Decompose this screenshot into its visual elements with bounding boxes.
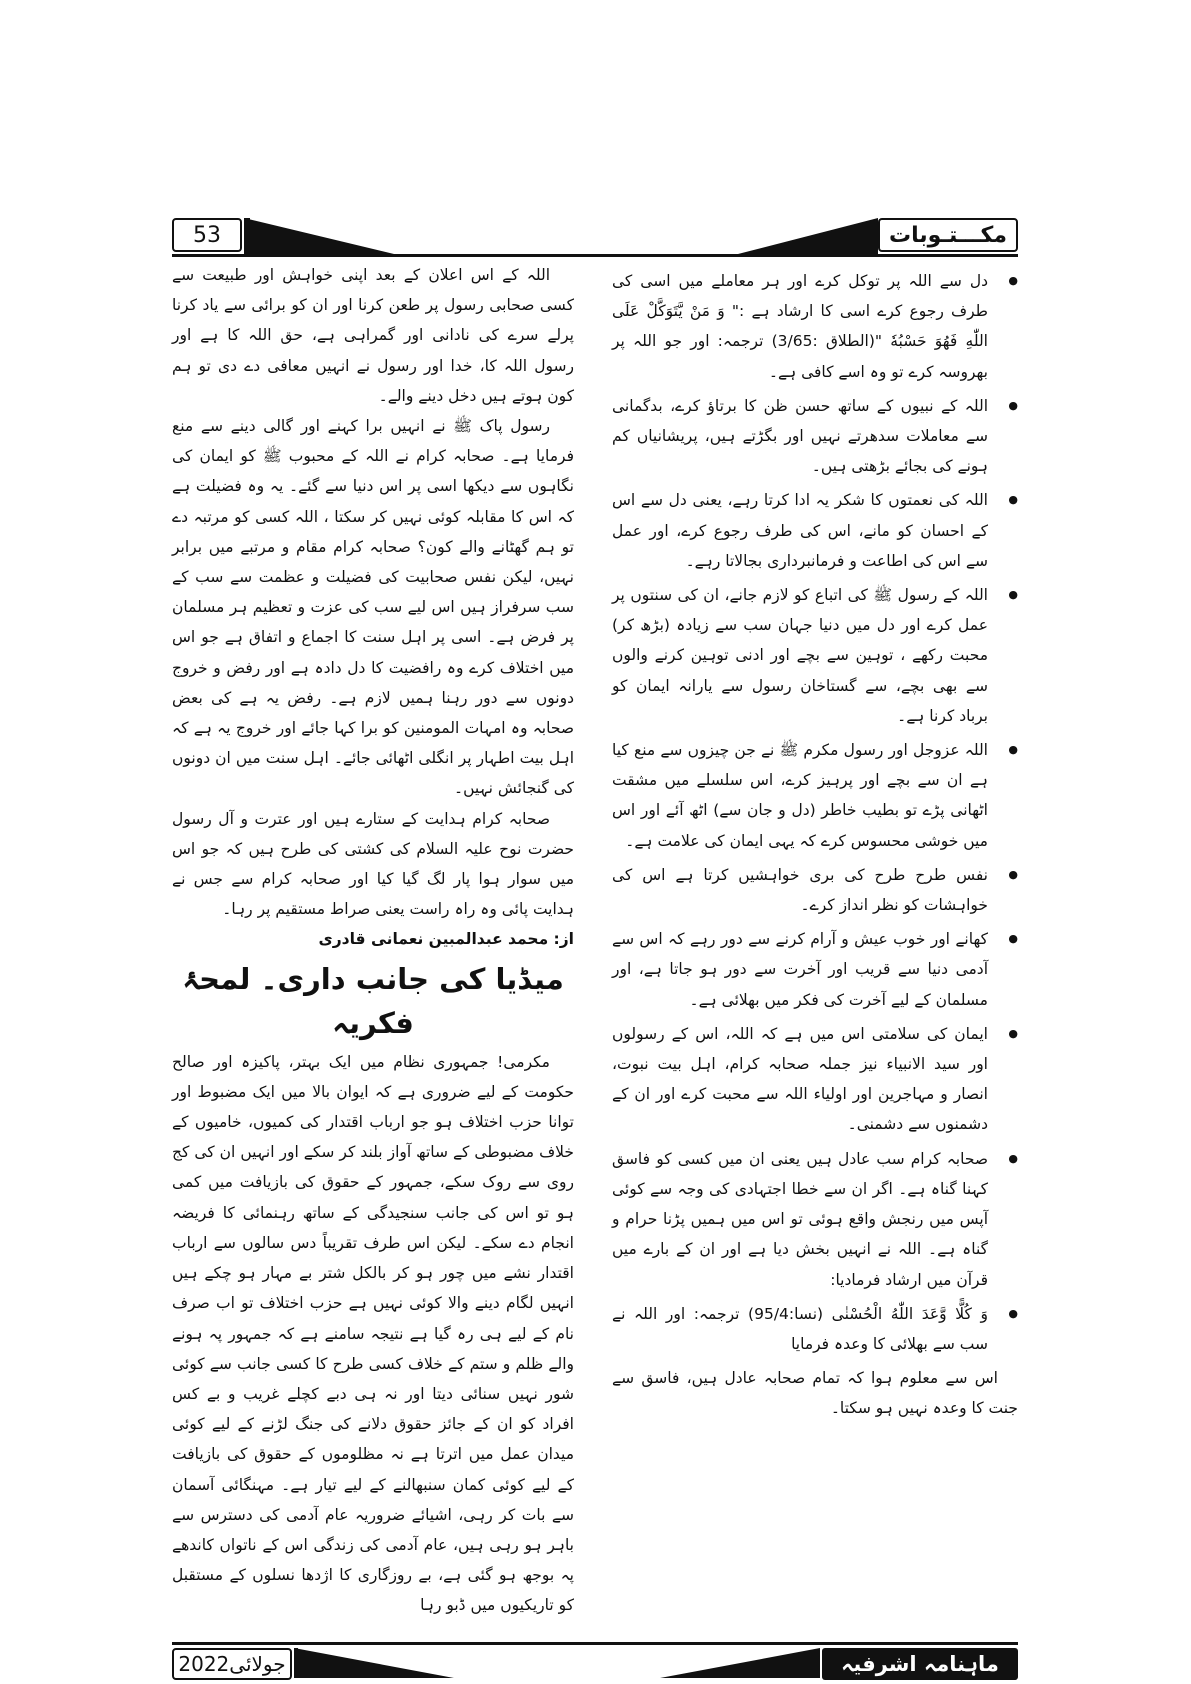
footer-left-wedge	[294, 1648, 454, 1678]
footer-rule	[172, 1642, 1018, 1645]
section-title: مکـــتـوبات	[878, 218, 1018, 252]
paragraph: صحابہ کرام ہدایت کے ستارے ہیں اور عترت و آل رسول حضرت نوح علیہ السلام کی کشتی کی طرح ہیں کہ جو اس میں سوار ہوا پار لگ گیا کیا اور صحابہ کرام سے جس نے ہدایت پائی وہ راہ راست یعنی صراط مستقیم پر رہا۔	[172, 809, 574, 919]
author-line: از: محمد عبدالمبین نعمانی قادری	[318, 930, 574, 949]
bullet-list	[612, 266, 1018, 1359]
bullet-item: ● نفس طرح طرح کی بری خواہشیں کرتا ہے اس کی خواہشات کو نظر انداز کرے۔	[612, 860, 1018, 920]
date-box: جولائی2022	[172, 1648, 292, 1680]
bullet-item: ● وَ كُلًّا وَّعَدَ اللّٰهُ الْحُسْنٰى (نسا:95/4) ترجمہ: اور اللہ نے سب سے بھلائی کا وعدہ فرمایا	[612, 1299, 1018, 1359]
author-row	[172, 924, 574, 954]
bullet-item: ● دل سے اللہ پر توکل کرے اور ہر معاملے میں اسی کی طرف رجوع کرے اسی کا ارشاد ہے :" وَ مَنْ يَّتَوَكَّلْ عَلَى اللّٰهِ فَهُوَ حَسْبُهٗ "(الطلاق :3/65) ترجمہ: اور جو اللہ پر بھروسہ کرے تو وہ اسے کافی ہے۔	[612, 266, 1018, 387]
right-column	[612, 266, 1018, 1424]
bullet-item: ● اللہ کی نعمتوں کا شکر یہ ادا کرتا رہے، یعنی دل سے اس کے احسان کو مانے، اس کی طرف رجوع کرے، اور عمل سے اس کی اطاعت و فرمانبرداری بجالاتا رہے۔	[612, 485, 1018, 576]
bullet-item: ● ایمان کی سلامتی اس میں ہے کہ اللہ، اس کے رسولوں اور سید الانبیاء نیز جملہ صحابہ کرام، اہل بیت نبوت، انصار و مہاجرین اور اولیاء اللہ سے محبت کرے اور ان کے دشمنوں سے دشمنی۔	[612, 1019, 1018, 1140]
header-rule	[172, 254, 1018, 257]
article-heading: میڈیا کی جانب داری۔ لمحۂ فکریہ	[182, 961, 564, 1040]
bullet-item: ● صحابہ کرام سب عادل ہیں یعنی ان میں کسی کو فاسق کہنا گناہ ہے۔ اگر ان سے خطا اجتہادی کی وجہ سے کوئی آپس میں رنجش واقع ہوئی تو اس میں ہمیں پڑنا حرام و گناہ ہے۔ اللہ نے انہیں بخش دیا ہے اور ان کے بارے میں قرآن میں ارشاد فرمادیا:	[612, 1144, 1018, 1295]
bullet-item: ● اللہ کے نبیوں کے ساتھ حسن ظن کا برتاؤ کرے، بدگمانی سے معاملات سدھرتے نہیں اور بگڑتے ہیں، پریشانیاں کم ہونے کی بجائے بڑھتی ہیں۔	[612, 391, 1018, 482]
bullet-item: ● اللہ عزوجل اور رسول مکرم ﷺ نے جن چیزوں سے منع کیا ہے ان سے بچے اور پرہیز کرے، اس سلسلے میں مشقت اٹھانی پڑے تو بطیب خاطر (دل و جان سے) اٹھ آئے اور اس میں خوشی محسوس کرے کہ یہی ایمان کی علامت ہے۔	[612, 735, 1018, 856]
closing-paragraph: اس سے معلوم ہوا کہ تمام صحابہ عادل ہیں، فاسق سے جنت کا وعدہ نہیں ہو سکتا۔	[612, 1369, 1018, 1418]
bullet-item: ● اللہ کے رسول ﷺ کی اتباع کو لازم جانے، ان کی سنتوں پر عمل کرے اور دل میں دنیا جہان سب سے زیادہ (بڑھ کر) محبت رکھے ، توہین سے بچے اور ادنی توہین کرنے والوں سے بھی بچے، سے گستاخان رسول سے یارانہ ایمان کو برباد کرنا ہے۔	[612, 580, 1018, 731]
page-number: 53	[172, 218, 242, 252]
paragraph: اللہ کے اس اعلان کے بعد اپنی خواہش اور طبیعت سے کسی صحابی رسول پر طعن کرنا اور ان کو برائی سے یاد کرنا پرلے سرے کی نادانی اور گمراہی ہے، حق اللہ کا ہے اور رسول اللہ کا، خدا اور رسول نے انہیں معافی دے دی تو ہم کون ہوتے ہیں دخل دینے والے۔	[172, 266, 574, 405]
footer-right-wedge	[660, 1648, 820, 1678]
header-right-wedge	[738, 218, 878, 254]
left-column	[172, 260, 574, 1621]
paragraph: رسول پاک ﷺ نے انہیں برا کہنے اور گالی دینے سے منع فرمایا ہے۔ صحابہ کرام نے اللہ کے محبوب ﷺ کو ایمان کی نگاہوں سے دیکھا اسی پر اس دنیا سے گئے۔ یہ وہ فضیلت ہے کہ اس کا مقابلہ کوئی نہیں کر سکتا ، اللہ کسی کو مرتبہ دے تو ہم گھٹانے والے کون؟ صحابہ کرام مقام و مرتبے میں برابر نہیں، لیکن نفس صحابیت کی فضیلت و عظمت سے سب کے سب سرفراز ہیں اس لیے سب کی عزت و تعظیم ہر مسلمان پر فرض ہے۔ اسی پر اہل سنت کا اجماع و اتفاق ہے جو اس میں اختلاف کرے وہ رافضیت کا دل دادہ ہے اور رفض و خروج دونوں سے دور رہنا ہمیں لازم ہے۔ رفض یہ ہے کی بعض صحابہ وہ امہات المومنین کو برا کہا جائے اور خروج یہ ہے کہ اہل بیت اطہار پر انگلی اٹھائی جائے۔ اہل سنت میں ان دونوں کی گنجائش نہیں۔	[172, 417, 574, 798]
header-left-wedge	[244, 218, 394, 254]
bullet-item: ● کھانے اور خوب عیش و آرام کرنے سے دور رہے کہ اس سے آدمی دنیا سے قریب اور آخرت سے دور ہو جاتا ہے، اور مسلمان کے لیے آخرت کی فکر میں بھلائی ہے۔	[612, 924, 1018, 1015]
magazine-name: ماہنامہ اشرفیہ	[822, 1648, 1018, 1680]
article-body: مکرمی! جمہوری نظام میں ایک بہتر، پاکیزہ اور صالح حکومت کے لیے ضروری ہے کہ ایوان بالا میں ایک مضبوط اور توانا حزب اختلاف ہو جو ارباب اقتدار کی کمیوں، خامیوں کے خلاف مضبوطی کے ساتھ آواز بلند کر سکے اور انہیں ان کی کج روی سے روک سکے، جمہور کے حقوق کی بازیافت میں کمی ہو تو اس کی جانب سنجیدگی کے ساتھ رہنمائی کا فریضہ انجام دے سکے۔ لیکن اس طرف تقریباً دس سالوں سے ارباب اقتدار نشے میں چور ہو کر بالکل شتر بے مہار ہو چکے ہیں انہیں لگام دینے والا کوئی نہیں ہے حزب اختلاف تو اب صرف نام کے لیے ہی رہ گیا ہے نتیجہ سامنے ہے کہ جمہور پہ ہونے والے ظلم و ستم کے خلاف کسی طرح کا کسی جانب سے کوئی شور نہیں سنائی دیتا اور نہ ہی دبے کچلے غریب و بے کس افراد کو ان کے جائز حقوق دلانے کی جنگ لڑنے کے لیے کوئی میدان عمل میں اترتا ہے نہ مظلوموں کے حقوق کی بازیافت کے لیے کوئی کمان سنبھالنے کے لیے تیار ہے۔ مہنگائی آسمان سے بات کر رہی، اشیائے ضروریہ عام آدمی کی دسترس سے باہر ہو رہی ہیں، عام آدمی کی زندگی اس کے ناتواں کاندھے پہ بوجھ ہو گئی ہے، بے روزگاری کا اژدھا نسلوں کے مستقبل کو تاریکیوں میں ڈبو رہا	[172, 1052, 574, 1615]
